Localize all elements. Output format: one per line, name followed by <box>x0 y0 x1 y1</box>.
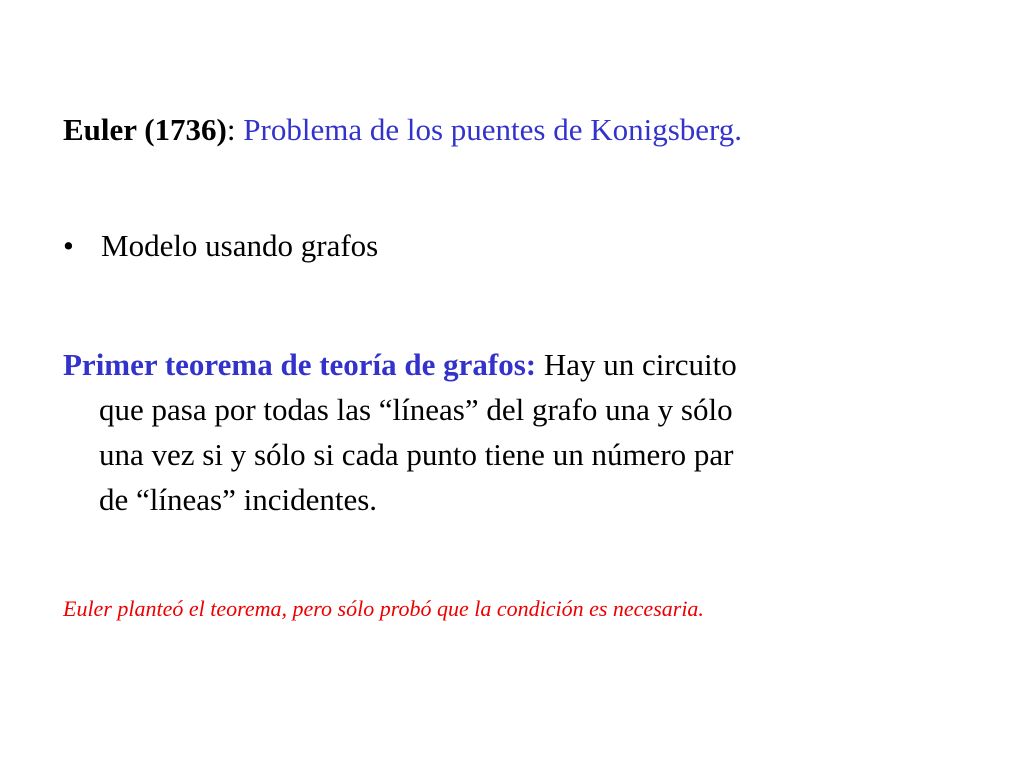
theorem-line-4: de “líneas” incidentes. <box>99 482 378 517</box>
theorem-label: Primer teorema de teoría de grafos: <box>63 347 537 382</box>
heading-name: Euler (1736) <box>63 112 227 147</box>
theorem-line-1: Hay un circuito <box>536 347 737 382</box>
bullet-text: Modelo usando grafos <box>101 228 379 263</box>
bullet-icon: • <box>63 228 74 263</box>
euler-note: Euler planteó el teorema, pero sólo probó que la condición es necesaria. <box>63 596 704 621</box>
theorem-line-2: que pasa por todas las “líneas” del grafo una y sólo <box>99 392 733 427</box>
heading-line <box>63 112 742 148</box>
theorem-line-3: una vez si y sólo si cada punto tiene un número par <box>99 437 734 472</box>
bullet-item <box>63 228 378 264</box>
theorem-paragraph <box>63 342 999 522</box>
heading-colon: : <box>226 112 244 147</box>
heading-title: Problema de los puentes de Konigsberg. <box>243 112 743 147</box>
